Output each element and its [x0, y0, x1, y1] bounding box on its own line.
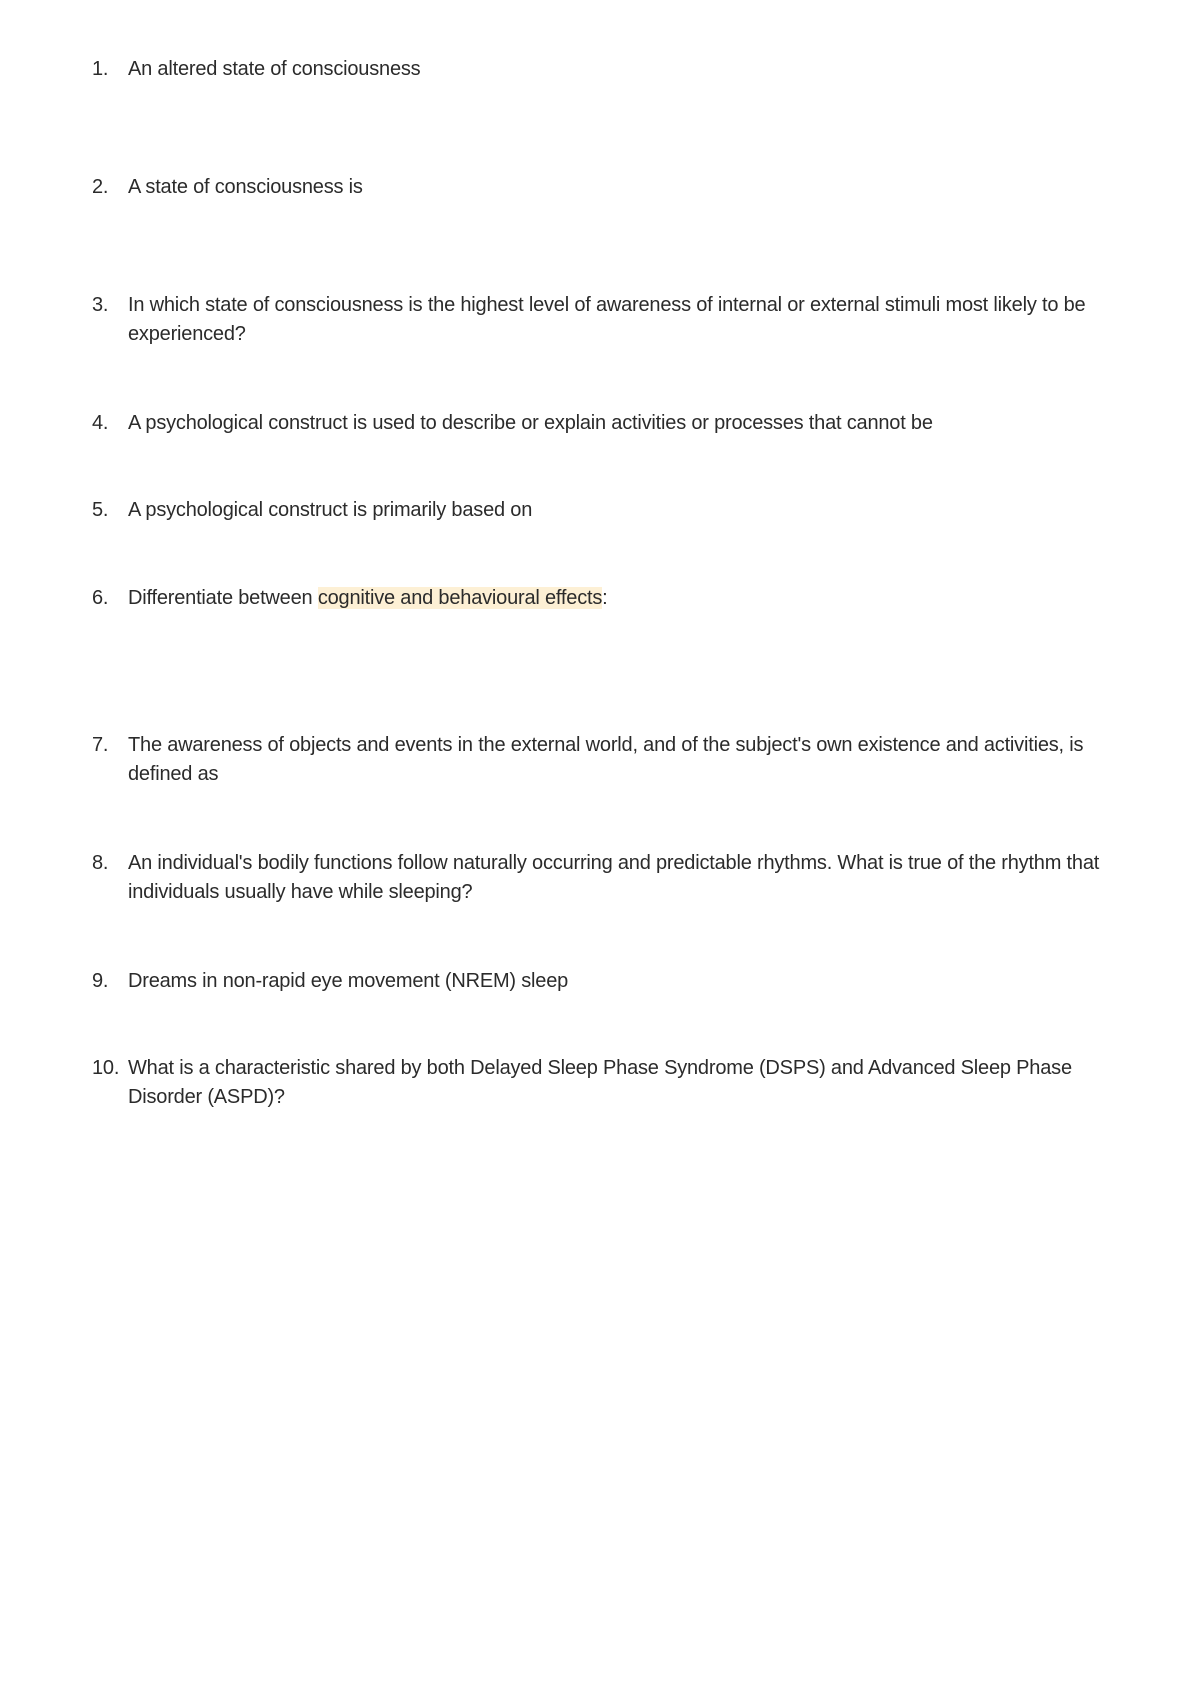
question-text: An individual's bodily functions follow naturally occurring and predictable rhythms. What is true of the rhythm that individuals usually have while sleeping?	[128, 852, 1100, 903]
question-item	[92, 291, 1142, 349]
question-text: Dreams in non-rapid eye movement (NREM) sleep	[128, 970, 569, 992]
question-number: 3.	[92, 294, 109, 316]
question-number: 4.	[92, 412, 109, 434]
question-number: 7.	[92, 734, 109, 756]
question-text: What is a characteristic shared by both Delayed Sleep Phase Syndrome (DSPS) and Advanced Sleep Phase Disorder (ASPD)?	[128, 1057, 1072, 1108]
highlighted-text: cognitive and behavioural effects	[317, 587, 603, 609]
question-item	[92, 409, 1142, 438]
question-item	[92, 1054, 1142, 1112]
question-item	[92, 967, 1142, 996]
question-number: 8.	[92, 852, 109, 874]
question-text: A psychological construct is used to describe or explain activities or processes that cannot be	[128, 412, 933, 434]
question-text-before: Differentiate between	[128, 587, 318, 609]
question-text: A state of consciousness is	[128, 176, 363, 198]
question-text: In which state of consciousness is the highest level of awareness of internal or external stimuli most likely to be experienced?	[128, 294, 1086, 345]
question-item	[92, 55, 1142, 84]
question-text: An altered state of consciousness	[128, 58, 421, 80]
question-item	[92, 584, 1142, 613]
question-item	[92, 731, 1142, 789]
question-text: The awareness of objects and events in the external world, and of the subject's own existence and activities, is defined as	[128, 734, 1084, 785]
question-number: 1.	[92, 58, 109, 80]
question-text-after: :	[602, 587, 608, 609]
question-number: 10.	[92, 1057, 120, 1079]
question-text: A psychological construct is primarily based on	[128, 499, 533, 521]
question-text	[128, 584, 1142, 613]
question-number: 2.	[92, 176, 109, 198]
question-number: 9.	[92, 970, 109, 992]
question-number: 5.	[92, 499, 109, 521]
question-number: 6.	[92, 587, 109, 609]
question-item	[92, 849, 1142, 907]
question-item	[92, 173, 1142, 202]
question-item	[92, 496, 1142, 525]
